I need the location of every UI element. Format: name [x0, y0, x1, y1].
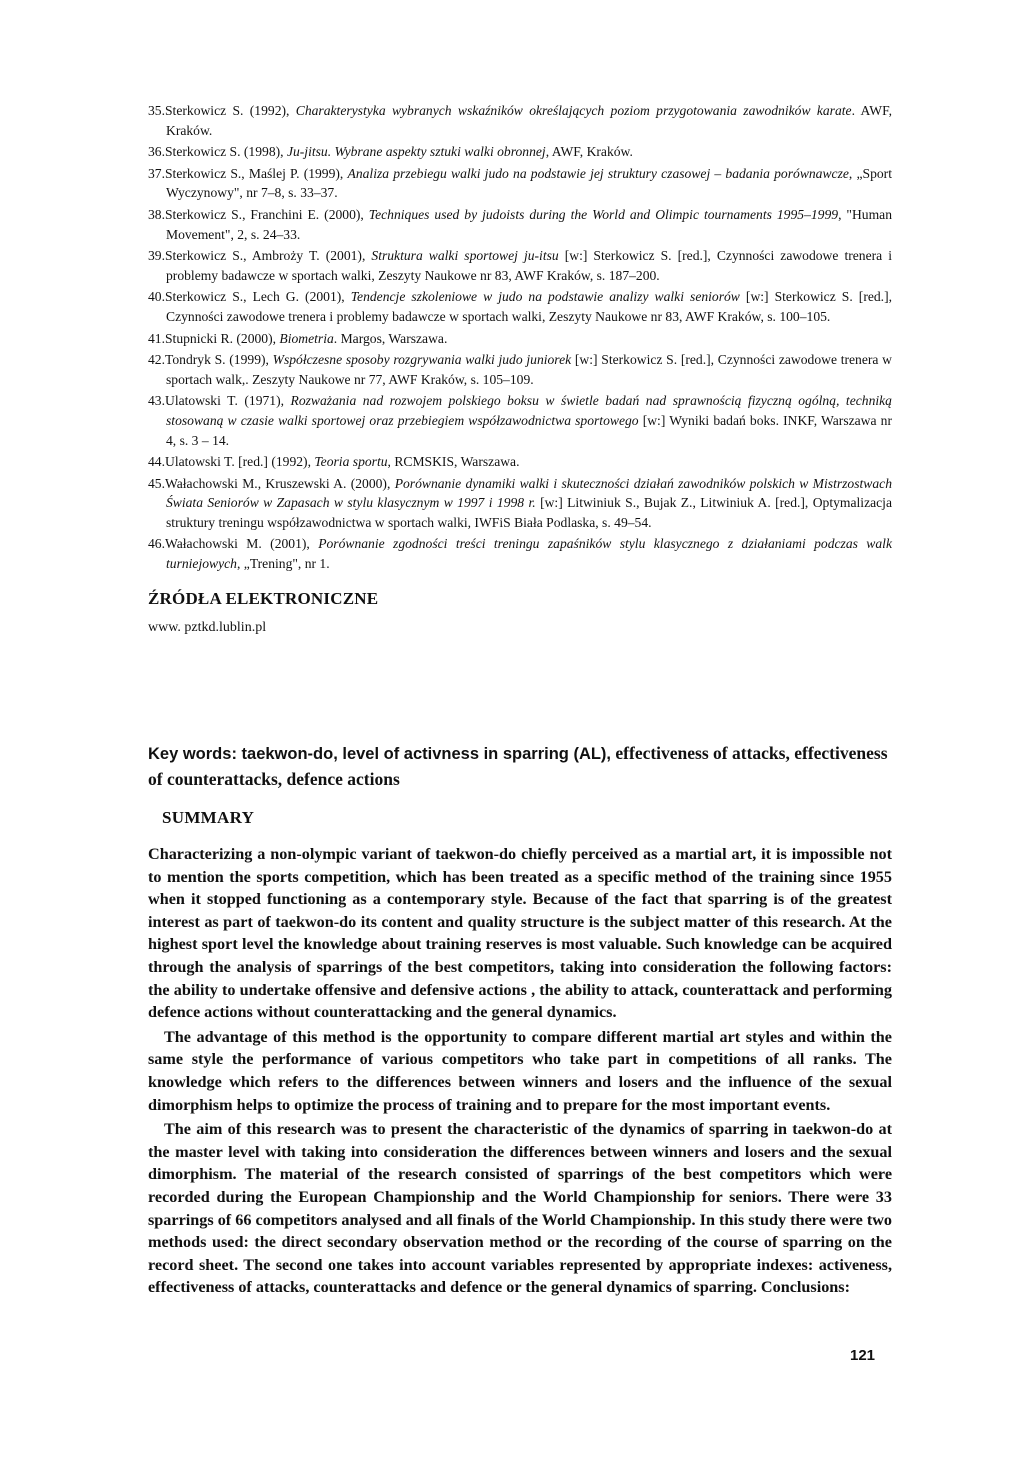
- reference-38: [148, 205, 892, 244]
- reference-39: [148, 246, 892, 285]
- reference-number: 37.: [148, 165, 165, 181]
- reference-source: [w:] Sterkowicz S. [red.], Czynności zawodowe trenera w sportach walk,. Zeszyty Naukowe nr 77, AWF Kraków, s. 105–109.: [166, 352, 892, 387]
- reference-title: Charakterystyka wybranych wskaźników określających poziom przygotowania zawodników karate: [295, 103, 852, 118]
- reference-title: Porównanie dynamiki walki i skuteczności działań zawodników polskich w Mistrzostwach Świata Seniorów w Zapasach w stylu klasycznym w 1997 i 1998 r.: [166, 475, 892, 511]
- reference-42: [148, 350, 892, 389]
- page-number: 121: [850, 1347, 876, 1364]
- reference-source: , AWF, Kraków.: [545, 144, 633, 160]
- summary-heading: SUMMARY: [162, 808, 255, 827]
- reference-author: Sterkowicz S., Lech G. (2001),: [165, 289, 351, 305]
- summary-paragraph: The aim of this research was to present the characteristic of the dynamics of sparring in taekwon-do at the master level with taking into consideration the differences between winners and losers and the sexual dimorphism. The material of the research consisted of sparrings of the best competitors which were recorded during the European Championship and the World Championship for seniors. There were 33 sparrings of 66 competitors analysed and all finals of the World Championship. In this study there were two methods used: the direct secondary observation method or the recording of the course of sparring on the record sheet. The second one takes into account variables represented by appropriate indexes: activeness, effectiveness of attacks, counterattacks and defence or the general dynamics of sparring. Conclusions:: [148, 1120, 892, 1297]
- summary-paragraph: The advantage of this method is the opportunity to compare different martial art styles and within the same style the performance of various competitors who take part in competitions of all ranks. The knowledge which refers to the differences between winners and losers and the influence of the sexual dimorphism helps to optimize the process of training and to prepare for the most important events.: [148, 1027, 892, 1114]
- reference-35: [148, 101, 892, 140]
- keywords-rest: effectiveness of attacks, effectiveness of counterattacks, defence actions: [148, 743, 888, 789]
- reference-number: 46.: [148, 536, 165, 552]
- reference-title: Struktura walki sportowej ju-itsu: [371, 248, 559, 264]
- reference-title: Tendencje szkoleniowe w judo na podstawie analizy walki seniorów: [350, 289, 740, 305]
- reference-title: Współczesne sposoby rozgrywania walki judo juniorek: [272, 352, 572, 368]
- reference-author: Sterkowicz S., Maślej P. (1999),: [165, 165, 348, 181]
- reference-36: [148, 142, 892, 162]
- keywords: [148, 741, 892, 792]
- reference-41: [148, 329, 892, 349]
- reference-number: 35.: [148, 103, 165, 118]
- reference-number: 39.: [148, 248, 165, 264]
- keywords-lead: Key words: taekwon-do, level of activness in sparring (AL),: [148, 745, 612, 763]
- reference-title: Techniques used by judoists during the World and Olimpic tournaments 1995–1999: [368, 206, 839, 222]
- reference-number: 44.: [148, 454, 165, 470]
- reference-title: Rozważania nad rozwojem polskiego boksu w świetle badań nad sprawnością fizyczną ogólną, techniką stosowaną w czasie walki sportowej oraz przebiegiem współzawodnictwa sportowego: [166, 393, 892, 428]
- reference-author: Wałachowski M., Kruszewski A. (2000),: [165, 475, 395, 491]
- reference-title: Porównanie zgodności treści treningu zapaśników stylu klasycznego z działaniami podczas walk turniejowych: [166, 536, 892, 572]
- reference-43: [148, 391, 892, 450]
- reference-46: [148, 534, 892, 573]
- reference-title: Biometria: [279, 330, 334, 346]
- reference-source: , "Human Movement", 2, s. 24–33.: [166, 206, 892, 242]
- reference-author: Tondryk S. (1999),: [165, 352, 273, 368]
- reference-source: , „Sport Wyczynowy", nr 7–8, s. 33–37.: [166, 165, 892, 201]
- reference-title: Teoria sportu: [314, 454, 388, 470]
- reference-title: Ju-jitsu. Wybrane aspekty sztuki walki obronnej: [286, 144, 546, 160]
- reference-author: Sterkowicz S. (1992),: [165, 103, 296, 118]
- reference-author: Sterkowicz S., Ambroży T. (2001),: [165, 248, 372, 264]
- reference-number: 43.: [148, 393, 165, 409]
- reference-number: 40.: [148, 289, 165, 305]
- reference-author: Sterkowicz S., Franchini E. (2000),: [165, 206, 369, 222]
- reference-source: [w:] Litwiniuk S., Bujak Z., Litwiniuk A. [red.], Optymalizacja struktury treningu współzawodnictwa w sportach walki, IWFiS Biała Podlaska, s. 49–54.: [166, 495, 892, 530]
- reference-44: [148, 452, 892, 472]
- reference-number: 36.: [148, 144, 165, 160]
- reference-number: 41.: [148, 330, 165, 346]
- reference-author: Wałachowski M. (2001),: [165, 536, 319, 552]
- reference-45: [148, 474, 892, 533]
- reference-title: Analiza przebiegu walki judo na podstawie jej struktury czasowej – badania porównawcze: [347, 165, 849, 181]
- summary-paragraph: Characterizing a non-olympic variant of taekwon-do chiefly perceived as a martial art, it is impossible not to mention the sports competition, which has been treated as a specific method of the training since 1955 when it stopped functioning as a contemporary style. Because of the fact that sparring is of the greatest interest as part of taekwon-do its content and quality structure is the subject matter of this research. At the highest sport level the knowledge about training reserves is most valuable. Such knowledge can be acquired through the analysis of sparrings of the best competitors, taking into consideration the following factors: the ability to undertake offensive and defensive actions , the ability to attack, counterattack and performing defence actions without counterattacking and the general dynamics.: [148, 845, 892, 1022]
- reference-author: Ulatowski T. (1971),: [165, 393, 291, 409]
- electronic-sources-heading: ŹRÓDŁA ELEKTRONICZNE: [148, 589, 379, 608]
- reference-author: Sterkowicz S. (1998),: [165, 144, 287, 160]
- reference-37: [148, 164, 892, 203]
- reference-source: . Margos, Warszawa.: [333, 330, 448, 346]
- reference-author: Stupnicki R. (2000),: [165, 330, 280, 346]
- reference-source: [w:] Wyniki badań boks. INKF, Warszawa nr 4, s. 3 – 14.: [166, 412, 892, 448]
- reference-number: 45.: [148, 475, 165, 491]
- reference-source: [w:] Sterkowicz S. [red.], Czynności zawodowe trenera i problemy badawcze w sportach walki, Zeszyty Naukowe nr 83, AWF Kraków, s. 100–105.: [166, 289, 892, 324]
- reference-author: Ulatowski T. [red.] (1992),: [165, 454, 315, 470]
- summary-body: [148, 843, 892, 1301]
- reference-source: , „Trening", nr 1.: [236, 556, 330, 572]
- reference-source: [w:] Sterkowicz S. [red.], Czynności zawodowe trenera i problemy badawcze w sportach walki, Zeszyty Naukowe nr 83, AWF Kraków, s. 187–200.: [166, 248, 892, 283]
- reference-list: [148, 101, 892, 576]
- reference-number: 42.: [148, 352, 165, 368]
- reference-number: 38.: [148, 206, 165, 222]
- reference-40: [148, 287, 892, 326]
- reference-source: . AWF, Kraków.: [166, 103, 892, 138]
- reference-source: , RCMSKIS, Warszawa.: [387, 454, 520, 470]
- electronic-source-url: www. pztkd.lublin.pl: [148, 620, 267, 635]
